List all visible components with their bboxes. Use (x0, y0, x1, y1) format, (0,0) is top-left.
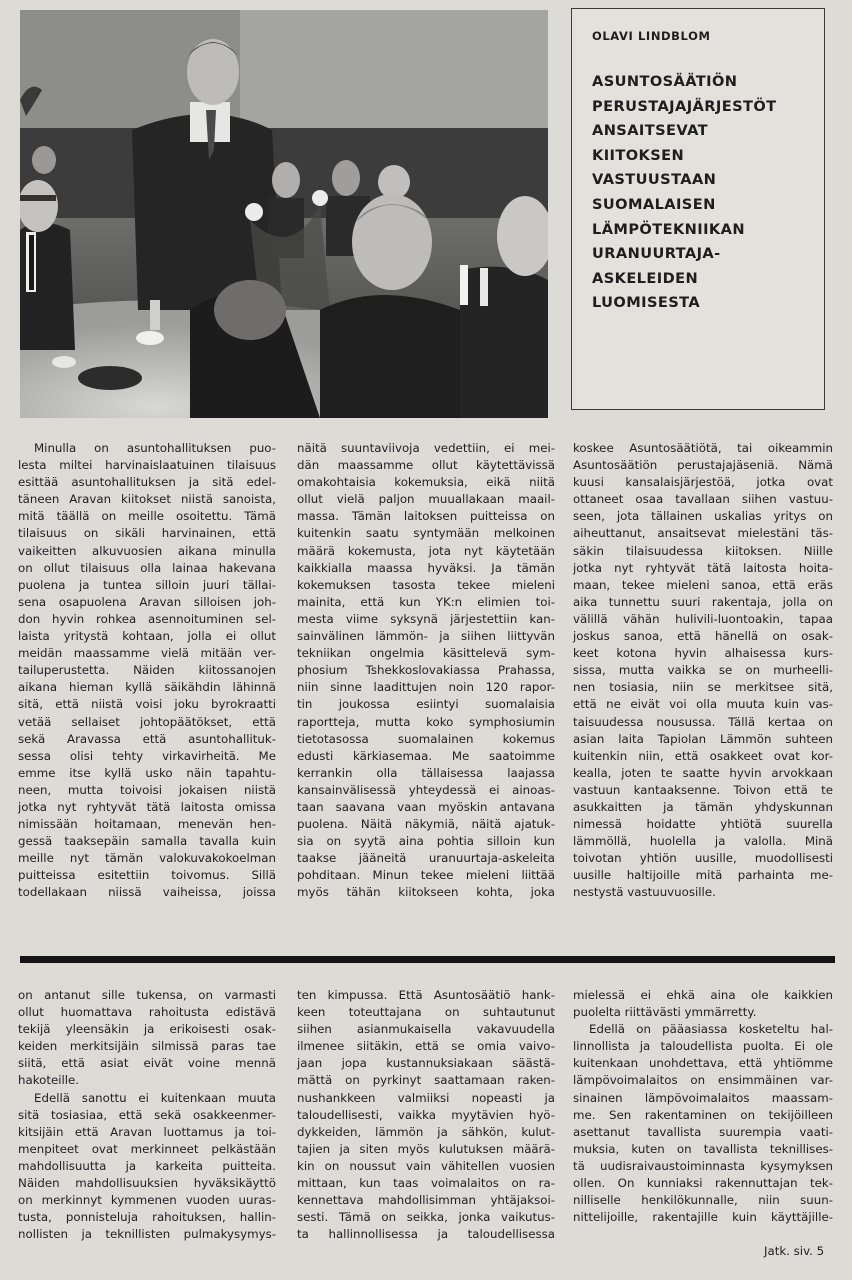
text-line: sekä Aravassa että asuntohallituk- (18, 731, 276, 746)
text-line: toivotan yhtiön uusille, muodollisesti (573, 851, 833, 866)
text-line: kennettava mahdollisimman yhtäjaksoi- (297, 1193, 555, 1208)
text-line: nushankkeen valmiiksi nopeasti ja (297, 1090, 555, 1105)
text-line: pohditaan. Minun tekee mieleni liittää (297, 868, 555, 883)
headline-line: KIITOKSEN (592, 146, 685, 164)
text-line: dän maassamme ollut käytettävissä (297, 458, 555, 473)
text-line: neen, mutta toivoisi jokaisen niistä (18, 782, 276, 797)
text-line: tä uudisraivaustoiminnasta kysymyksen (573, 1158, 833, 1173)
text-line: joskus sanoa, että hänellä on osak- (573, 629, 833, 644)
text-line: sia on syytä aina pohtia silloin kun (297, 834, 555, 849)
text-line: nestystä vastuuvuosille. (573, 885, 716, 900)
text-line: nittelijoille, rakentajille kuin käyttäjille- (573, 1210, 833, 1225)
text-line: Minulla on asuntohallituksen puo- (34, 441, 276, 455)
text-line: keiden merkitsijäin silmissä paras tae (18, 1039, 276, 1054)
text-line: lämpövoimalaitos on ensimmäinen var- (573, 1073, 833, 1088)
text-line: tilaisuus on sikäli harvinainen, että (18, 526, 276, 541)
text-line: aika tunnettu suuri rakentaja, jolla on (573, 594, 833, 609)
text-line: edusti kärkiasemaa. Me saatoimme (297, 748, 555, 763)
text-line: sinainen lämpövoimalaitos maassam- (573, 1090, 833, 1105)
title-box (571, 8, 825, 410)
headline-line: ASUNTOSÄÄTIÖN (592, 73, 738, 90)
text-line: Edellä on pääasiassa kosketeltu hal- (589, 1022, 833, 1037)
text-line: näitä suuntaviivoja vedettiin, ei mei- (297, 441, 555, 455)
text-line: kin on noussut vain vähitellen vuosien (297, 1158, 555, 1173)
text-line: uusille haltijoille mitä parhainta me- (573, 868, 833, 883)
text-line: mitä täällä on meille osoitettu. Tämä (18, 509, 276, 524)
text-column-bottom-1 (18, 987, 276, 1243)
text-column-top-2 (297, 440, 555, 902)
text-line: muksia, kuten on tavallista teknillises- (573, 1141, 833, 1156)
text-line: tusta, ponnisteluja rahoituksen, hallin- (18, 1210, 276, 1225)
headline (592, 70, 806, 316)
text-line: omakohtaisia kokemuksia, eikä niitä (297, 475, 555, 490)
text-line: meidän maassamme vielä mitään ver- (18, 646, 276, 661)
text-line: tekniikan ongelmia käsittelevä sym- (297, 646, 555, 661)
text-line: laista yritystä kohtaan, jolla ei ollut (18, 629, 276, 644)
text-line: puitteissa esitettiin toivomus. Sillä (18, 868, 276, 883)
text-line: seen, jota tällainen uskalias yritys on (573, 509, 833, 524)
text-line: vetää sellaiset johtopäätökset, että (18, 714, 276, 729)
text-line: mittaan, kun taas voimalaitos on ra- (297, 1176, 555, 1191)
text-line: vaikeitten alkuvuosien aikana minulla (18, 543, 276, 558)
text-line: massa. Tämän laitoksen puitteissa on (297, 509, 555, 524)
text-line: nollisten ja teknillisten pulmakysymys- (18, 1227, 276, 1242)
text-line: phosium Tshekkoslovakiassa Prahassa, (297, 663, 555, 678)
text-line: esittää asuntohallituksen ja sitä edel- (18, 475, 276, 490)
text-line: välillä vähän hulivili-luontoakin, tapaa (573, 611, 833, 626)
text-line: todellakaan niissä vaiheissa, joissa (18, 885, 276, 900)
text-line: don hyvin rohkea asennoituminen sel- (18, 611, 276, 626)
banquet-photo (20, 10, 548, 418)
text-line: lesta miltei harvinaislaatuinen tilaisuus (18, 458, 276, 473)
continuation-note: Jatk. siv. 5 (764, 1244, 825, 1258)
author-name: OLAVI LINDBLOM (592, 29, 711, 43)
headline-line: LUOMISESTA (592, 294, 701, 312)
text-line: menpiteet ovat merkinneet pelkästään (18, 1141, 276, 1156)
text-line: nilliselle henkilökunnalle, niin suun- (573, 1193, 833, 1208)
text-line: ilmenee siitäkin, että se omia vaivo- (297, 1039, 555, 1054)
text-line: ta hallinnollisessa ja taloudellisessa (297, 1227, 555, 1242)
text-line: siihen asianmukaisella vakavuudella (297, 1022, 555, 1037)
text-line: vastuun kantaaksenne. Toivon että te (573, 782, 833, 797)
text-line: siitä, että asiat eivät voine mennä (18, 1056, 276, 1071)
text-line: sena osapuolena Aravan silloisen joh- (18, 594, 276, 609)
text-line: sainvälinen lämmön- ja siihen liittyvän (297, 629, 555, 644)
text-line: asettanut tavallista suurempia vaati- (573, 1124, 833, 1139)
headline-line: VASTUUSTAAN (592, 171, 717, 189)
text-column-top-3 (573, 440, 833, 902)
text-line: ollut huomattava rahoitusta edistävä (18, 1005, 276, 1020)
text-line: ollut vielä paljon muuallakaan maail- (297, 492, 555, 507)
text-line: mesta viime syksynä järjestettiin kan- (297, 611, 555, 626)
text-line: meille nyt tämän valokuvakokoelman (18, 851, 276, 866)
text-line: puolelta riittävästi ymmärretty. (573, 1005, 757, 1020)
text-line: emme itse kyllä usko näin tapahtu- (18, 765, 276, 780)
text-line: taisuudessa nousussa. Tällä kertaa on (573, 714, 833, 729)
headline-line: PERUSTAJAJÄRJESTÖT (592, 97, 777, 115)
text-line: sitä tosiasiaa, että sekä osakkeenmer- (18, 1107, 276, 1122)
text-line: kuitenkin saatu syntymään melkoinen (297, 526, 555, 541)
text-line: että ne eivät voi olla muuta kuin vas- (573, 697, 833, 712)
text-line: jaan jopa kustannuksiakaan säästä- (297, 1056, 555, 1071)
text-line: nen tosiasia, niin se merkitsee sitä, (573, 680, 833, 695)
text-line: dykkeiden, lämmön ja sähkön, kulut- (297, 1124, 555, 1139)
text-line: on antanut sille tukensa, on varmasti (18, 988, 276, 1002)
banquet-photo-graphic (20, 10, 548, 418)
text-line: tajien ja siten myös kulutuksen määrä- (297, 1141, 555, 1156)
section-divider (20, 956, 835, 963)
text-line: tekijä yleensäkin ja erikoisesti osak- (18, 1022, 276, 1037)
text-line: sessa olisi tehty virkavirheitä. Me (18, 748, 276, 763)
text-line: nimissään hoitamaan, menevän hen- (18, 817, 276, 832)
text-line: täneen Aravan kiitokset niistä sanoista, (18, 492, 276, 507)
text-line: säkin tilaisuudessa kiitoksen. Niille (573, 543, 833, 558)
text-line: Näiden mahdollisuuksien hyväksikäyttö (18, 1176, 276, 1191)
headline-line: SUOMALAISEN (592, 195, 716, 213)
headline-line: URANUURTAJA- (592, 245, 721, 263)
text-line: Asuntosäätiön perustajajäseniä. Nämä (573, 458, 833, 473)
headline-line: ANSAITSEVAT (592, 122, 708, 140)
text-line: taan saavana vaan myöskin antavana (297, 799, 555, 814)
text-line: kerrankin olla tällaisessa laajassa (297, 765, 555, 780)
text-line: sitä, että niistä voisi joku byrokraatti (18, 697, 276, 712)
text-line: puolena. Näitä näkymiä, näitä ajatuk- (297, 817, 555, 832)
text-line: tietotasossa suomalainen kokemus (297, 731, 555, 746)
text-line: Edellä sanottu ei kuitenkaan muuta (34, 1090, 276, 1105)
text-line: kansainvälisessä yhteydessä ei ainoas- (297, 782, 555, 797)
text-column-bottom-2 (297, 987, 555, 1243)
text-line: asian laita Tapiolan Lämmön suhteen (573, 731, 833, 746)
text-line: raportteja, mutta koko symphosiumin (297, 714, 555, 729)
text-line: sesti. Tämä on seikka, jonka vaikutus- (297, 1210, 555, 1225)
text-line: me. Sen rakentaminen on tekijöilleen (573, 1107, 833, 1122)
text-line: taakse jääneitä uranuurtaja-askeleita (297, 851, 555, 866)
text-line: ten kimpussa. Että Asuntosäätiö hank- (297, 988, 555, 1002)
text-line: ollen. On kunniaksi rakennuttajan tek- (573, 1176, 833, 1191)
text-line: on ollut tilaisuus olla lainaa hakevana (18, 560, 276, 575)
text-line: maan, tekee mieleni sanoa, että eräs (573, 577, 833, 592)
text-column-top-1 (18, 440, 276, 902)
text-line: kuusi kansalaisjärjestöä, jotka ovat (573, 475, 833, 490)
text-line: jotka nyt ryhtyvät tätä laitosta omissa (18, 799, 276, 814)
text-line: on merkinnyt kymmenen vuoden uuras- (18, 1193, 276, 1208)
text-line: ottaneet osaa tavallaan siihen vastuu- (573, 492, 833, 507)
text-line: lämmöllä, huolella ja valolla. Minä (573, 834, 833, 849)
text-line: koskee Asuntosäätiötä, tai oikeammin (573, 441, 833, 455)
text-line: niin sinne laadittujen noin 120 rapor- (297, 680, 555, 695)
text-line: keet kotona hyvin alhaisessa kurs- (573, 646, 833, 661)
text-line: aiheuttanut, ansaitsevat mielestäni täs- (573, 526, 833, 541)
text-line: puolena ja tuntea silloin juuri tällai- (18, 577, 276, 592)
text-line: jotka nyt ryhtyvät tätä laitosta hoita- (573, 560, 833, 575)
text-line: mättä on pyrkinyt saattamaan raken- (297, 1073, 555, 1088)
text-line: taloudellisesti, vaikka myytävien hyö- (297, 1107, 555, 1122)
text-line: kaikkialla maassa hyväksi. Ja tämän (297, 560, 555, 575)
text-line: kitsijäin että Aravan luottamus ja toi- (18, 1124, 276, 1139)
text-line: aikana hieman kyllä säikähdin lähinnä (18, 680, 276, 695)
text-line: myös tähän kiitokseen kohta, joka (297, 885, 555, 900)
text-line: määrä kokemusta, jota nyt käytetään (297, 543, 555, 558)
text-line: asukkaitten ja tämän yhdyskunnan (573, 799, 833, 814)
text-line: linnollista ja taloudellista puolta. Ei ole (573, 1039, 833, 1054)
headline-line: LÄMPÖTEKNIIKAN (592, 220, 745, 238)
text-line: mahdollisuutta ja karkeita puitteita. (18, 1158, 276, 1173)
text-line: hakoteille. (18, 1073, 80, 1088)
text-line: tin joukossa esiintyi suomalaisia (297, 697, 555, 712)
text-line: sissa, mutta vaikka se on murheelli- (573, 663, 833, 678)
text-column-bottom-3 (573, 987, 833, 1226)
text-line: mielessä ei ehkä aina ole kaikkien (573, 988, 833, 1002)
text-line: mainita, että kun YK:n elimien toi- (297, 594, 555, 609)
text-line: kokemuksen tasosta tekee mieleni (297, 577, 555, 592)
text-line: gessä taaksepäin samalla tavalla kuin (18, 834, 276, 849)
text-line: tailuperustetta. Näiden kiitossanojen (18, 663, 276, 678)
headline-line: ASKELEIDEN (592, 269, 699, 287)
text-line: kealla, joten te saatte hyvin arvokkaan (573, 765, 833, 780)
text-line: kuitenkaan unohdettava, että yhtiömme (573, 1056, 833, 1071)
text-line: nimessä hoidatte yhtiötä suurella (573, 817, 833, 832)
text-line: kuitenkin niin, että osakkeet ovat kor- (573, 748, 833, 763)
text-line: keen toteuttajana on suhtautunut (297, 1005, 555, 1020)
